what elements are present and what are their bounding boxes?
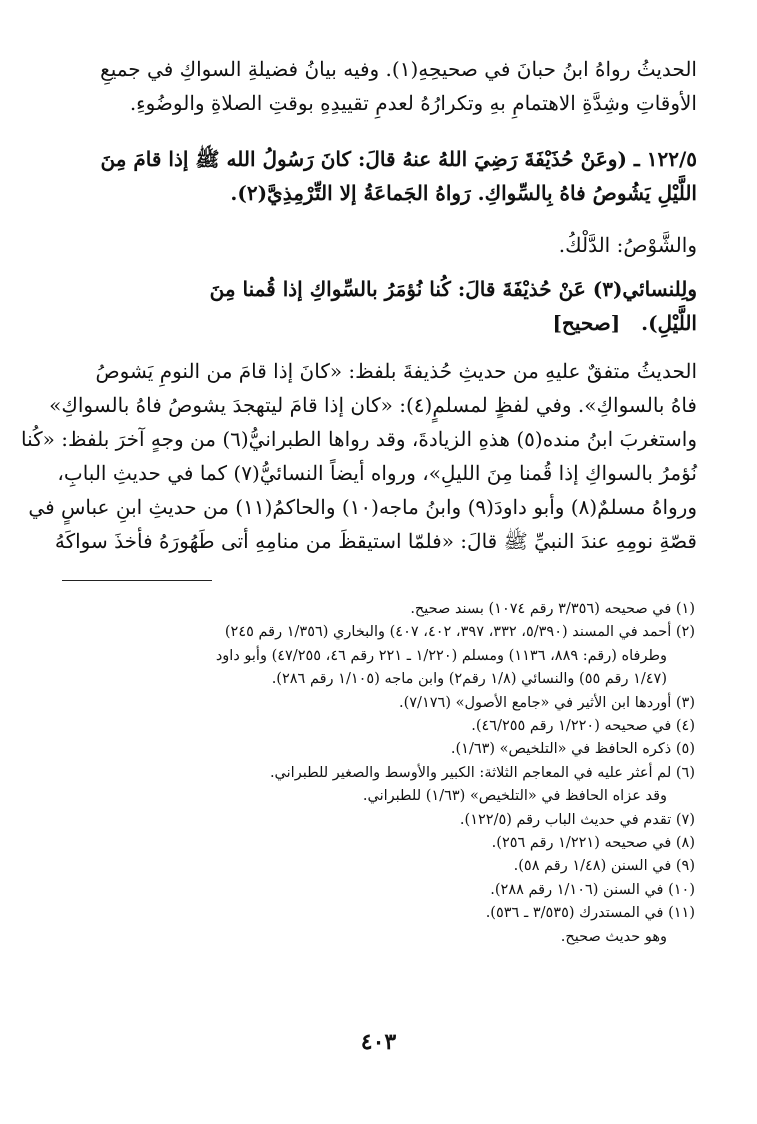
footnote: (٧) تقدم في حديث الباب رقم (١٢٢/٥).: [459, 811, 695, 828]
text-line: الأوقاتِ وشِدَّةِ الاهتمامِ بهِ وتكرارُهُ لعدمِ تقييدِهِ بوقتِ الصلاةِ والوضُوءِ.: [129, 91, 697, 115]
footnote: (١) في صحيحه (٣/٣٥٦ رقم ١٠٧٤) بسند صحيح.: [410, 601, 695, 617]
hadith-line: [57, 142, 697, 176]
footnote: (١١) في المستدرك (٣/٥٣٥ ـ ٥٣٦).: [485, 905, 695, 922]
intro-paragraph: [57, 52, 697, 120]
text-line: قصّةِ نومِهِ عندَ النبيِّ ﷺ قالَ: «فلمّا استيقظَ من منامِهِ أتى طَهُورَهُ فأخذَ سواكَهُ: [54, 529, 697, 553]
page-number: ٤٠٣: [360, 1029, 397, 1055]
text-line: ولِلنسائي(٣) عَنْ حُذيْفَةَ قالَ: كُنا نُؤمَرُ بالسِّواكِ إذا قُمنا مِنَ: [209, 277, 697, 301]
narration-end: اللَّيْلِ).: [641, 311, 697, 335]
footnote: (٨) في صحيحه (١/٢٢١ رقم ٢٥٦).: [491, 835, 695, 852]
footnote-continuation: (١/٤٧ رقم ٥٥) والنسائي (١/٨ رقم٢) وابن ماجه (١/١٠٥ رقم ٢٨٦).: [271, 671, 667, 688]
grade-tag: [صحيح]: [552, 311, 621, 335]
text-line: الحديثُ متفقٌ عليهِ من حديثِ حُذيفةَ بلفظ: «كانَ إذا قامَ من النومِ يَشوصُ: [95, 359, 697, 383]
hadith-block: [57, 142, 697, 210]
footnotes: [55, 598, 695, 949]
footnote-separator: [62, 580, 212, 581]
commentary-paragraph: [20, 354, 697, 558]
hadith-text: (وعَنْ حُذَيْفَةَ رَضِيَ اللهُ عنهُ قالَ: كانَ رَسُولُ الله ﷺ إذا قامَ مِنَ: [100, 147, 627, 171]
footnote-continuation: وطرفاه (رقم: ٨٨٩، ١١٣٦) ومسلم (١/٢٢٠ ـ ٢٢١ رقم ٤٦، ٤٧/٢٥٥) وأبو داود: [215, 647, 667, 664]
footnote-continuation: وهو حديث صحيح.: [560, 928, 667, 945]
footnote: (١٠) في السنن (١/١٠٦ رقم ٢٨٨).: [490, 881, 695, 898]
text-line: نُؤمرُ بالسواكِ إذا قُمنا مِنَ الليلِ»، ورواه أيضاً النسائيُّ(٧) كما في حديثِ البابِ،: [57, 461, 697, 485]
footnote-continuation: وقد عزاه الحافظ في «التلخيص» (١/٦٣) للطبراني.: [362, 788, 667, 805]
text-line: الحديثُ رواهُ ابنُ حبانَ في صحيحِهِ(١). وفيه بيانُ فضيلةِ السواكِ في جميعِ: [100, 57, 697, 81]
definition-line: [57, 228, 697, 262]
text-line: والشَّوْصُ: الدَّلْكُ.: [558, 233, 697, 257]
footnote: (٢) أحمد في المسند (٥/٣٩٠، ٣٣٢، ٣٩٧، ٤٠٢، ٤٠٧) والبخاري (١/٣٥٦ رقم ٢٤٥): [224, 624, 695, 641]
text-line: ورواهُ مسلمٌ(٨) وأبو داودَ(٩) وابنُ ماجه(١٠) والحاكمُ(١١) من حديثِ ابنِ عباسٍ في: [28, 495, 697, 519]
footnote: (٤) في صحيحه (١/٢٢٠ رقم ٤٦/٢٥٥).: [471, 718, 695, 735]
footnote: (٦) لم أعثر عليه في المعاجم الثلاثة: الكبير والأوسط والصغير للطبراني.: [269, 764, 695, 781]
footnote: (٣) أوردها ابن الأثير في «جامع الأصول» (٧/١٧٦).: [398, 694, 695, 711]
hadith-line: اللَّيْلِ يَشُوصُ فاهُ بِالسِّواكِ. رَواهُ الجَماعَةُ إلا التِّرْمِذِيَّ(٢).: [230, 181, 697, 205]
footnote: (٥) ذكره الحافظ في «التلخيص» (١/٦٣).: [450, 741, 695, 758]
hadith-number: ١٢٢/٥ ـ: [633, 147, 697, 171]
text-line: [57, 306, 697, 340]
text-line: فاهُ بالسواكِ». وفي لفظٍ لمسلمٍ(٤): «كان إذا قامَ ليتهجدَ يشوصُ فاهُ بالسواكِ»: [49, 393, 697, 417]
text-line: واستغربَ ابنُ منده(٥) هذهِ الزيادةَ، وقد رواها الطبرانيُّ(٦) من وجهٍ آخرَ بلفظ: «كُنا: [20, 427, 697, 451]
footnote: (٩) في السنن (١/٤٨ رقم ٥٨).: [513, 858, 695, 875]
nasai-narration: [57, 272, 697, 340]
